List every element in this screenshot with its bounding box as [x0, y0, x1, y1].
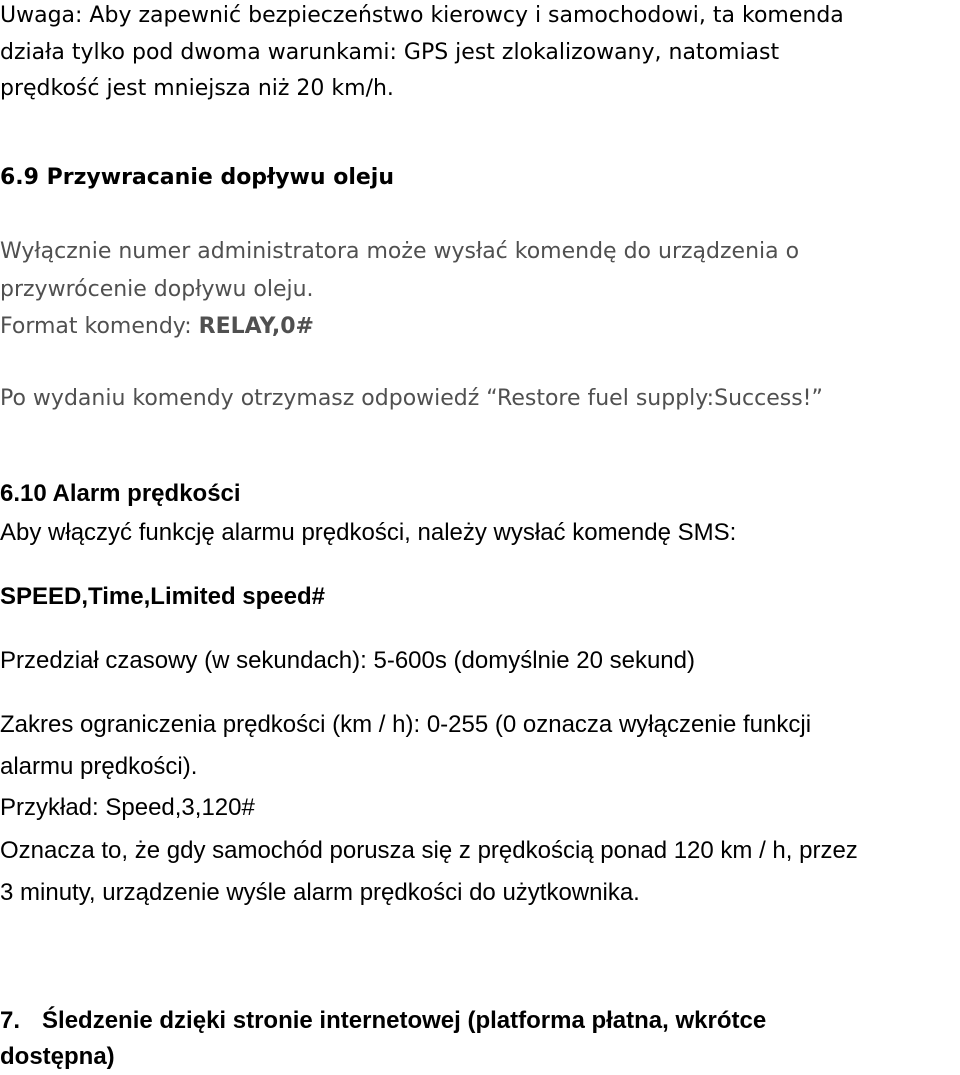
section-6-10-heading: 6.10 Alarm prędkości — [0, 480, 241, 507]
format-command: RELAY,0# — [198, 314, 314, 339]
section-6-9-heading: 6.9 Przywracanie dopływu oleju — [0, 165, 394, 190]
speed-range-line-1: Zakres ograniczenia prędkości (km / h): 0-255 (0 oznacza wyłączenie funkcji — [0, 711, 812, 738]
section-7-heading-line-2: dostępna) — [0, 1043, 115, 1070]
warning-line-2: działa tylko pod dwoma warunkami: GPS jest zlokalizowany, natomiast — [0, 40, 780, 65]
format-label: Format komendy: — [0, 314, 199, 339]
meaning-line-1: Oznacza to, że gdy samochód porusza się z prędkością ponad 120 km / h, przez — [0, 837, 858, 864]
section-7-title: Śledzenie dzięki stronie internetowej (platforma płatna, wkrótce — [42, 1007, 767, 1034]
speed-command: SPEED,Time,Limited speed# — [0, 583, 325, 610]
time-range-line: Przedział czasowy (w sekundach): 5-600s (domyślnie 20 sekund) — [0, 647, 695, 674]
warning-line-1: Uwaga: Aby zapewnić bezpieczeństwo kierowcy i samochodowi, ta komenda — [0, 3, 844, 28]
section-7-heading-line-1 — [0, 1006, 766, 1036]
format-line — [0, 312, 314, 342]
meaning-line-2: 3 minuty, urządzenie wyśle alarm prędkości do użytkownika. — [0, 879, 640, 906]
section-7-number: 7. — [0, 1007, 21, 1034]
response-line: Po wydaniu komendy otrzymasz odpowiedź “Restore fuel supply:Success!” — [0, 386, 823, 411]
section-6-10-intro: Aby włączyć funkcję alarmu prędkości, należy wysłać komendę SMS: — [0, 519, 737, 546]
section-6-9-paragraph-line-2: przywrócenie dopływu oleju. — [0, 277, 314, 302]
example-line: Przykład: Speed,3,120# — [0, 794, 255, 821]
warning-line-3: prędkość jest mniejsza niż 20 km/h. — [0, 76, 394, 101]
speed-range-line-2: alarmu prędkości). — [0, 753, 198, 780]
section-6-9-paragraph-line-1: Wyłącznie numer administratora może wysłać komendę do urządzenia o — [0, 239, 800, 264]
